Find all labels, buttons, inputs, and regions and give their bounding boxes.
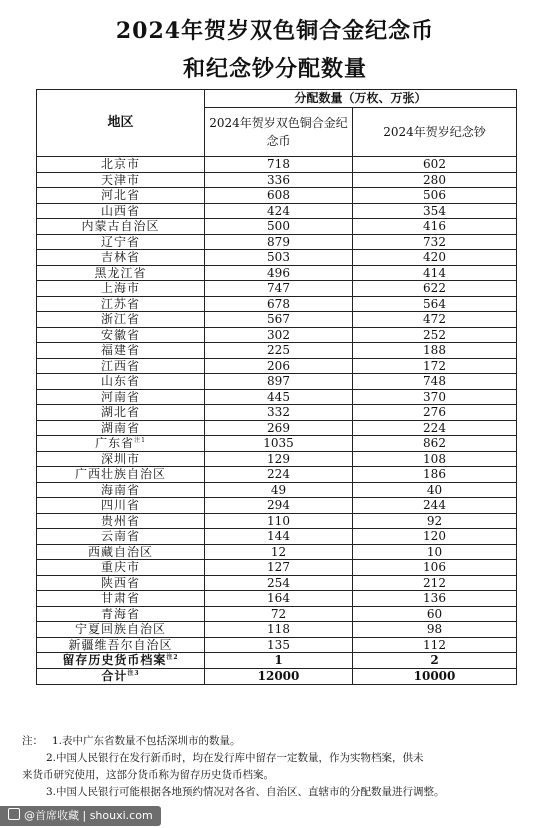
banknote-count-cell: 136 (353, 591, 517, 607)
region-name: 山东省 (100, 374, 140, 388)
region-name: 黑龙江省 (94, 265, 147, 280)
table-row (37, 250, 517, 266)
region-name: 甘肃省 (100, 591, 140, 605)
region-cell (37, 343, 205, 359)
region-name: 天津市 (100, 172, 140, 187)
region-name: 合计 (101, 668, 128, 683)
region-cell (37, 606, 205, 622)
note-1 (22, 733, 522, 750)
coin-count-cell: 49 (205, 482, 353, 498)
archive-row (37, 653, 517, 669)
table-body (37, 157, 517, 685)
region-cell (37, 513, 205, 529)
region-name: 河北省 (100, 188, 140, 202)
coin-count-cell: 424 (205, 203, 353, 219)
banknote-count-cell: 120 (353, 529, 517, 545)
table-row (37, 358, 517, 374)
table-row (37, 436, 517, 452)
banknote-count-cell: 244 (353, 498, 517, 514)
coin-count-cell: 269 (205, 420, 353, 436)
coin-count-cell: 302 (205, 327, 353, 343)
coin-count-cell: 72 (205, 606, 353, 622)
table-row (37, 451, 517, 467)
region-cell (37, 296, 205, 312)
banknote-count-cell: 420 (353, 250, 517, 266)
table-row (37, 281, 517, 297)
coin-count-cell: 1035 (205, 436, 353, 452)
region-name: 西藏自治区 (87, 544, 153, 559)
banknote-count-cell: 732 (353, 234, 517, 250)
coin-count-cell: 496 (205, 265, 353, 281)
coin-count-cell: 135 (205, 637, 353, 653)
banknote-count-cell: 862 (353, 436, 517, 452)
region-cell (37, 482, 205, 498)
banknote-count-cell: 748 (353, 374, 517, 390)
banknote-count-cell: 106 (353, 560, 517, 576)
coin-count-cell: 445 (205, 389, 353, 405)
region-name: 海南省 (100, 482, 140, 497)
table-row (37, 467, 517, 483)
note-1-text: 1.表中广东省数量不包括深圳市的数量。 (52, 735, 241, 747)
coin-count-cell: 12000 (205, 668, 353, 684)
banknote-count-cell: 354 (353, 203, 517, 219)
coin-count-cell: 254 (205, 575, 353, 591)
footnotes (22, 733, 522, 801)
region-cell (37, 420, 205, 436)
table-row (37, 172, 517, 188)
table-row (37, 529, 517, 545)
region-cell (37, 219, 205, 235)
banknote-count-cell: 280 (353, 172, 517, 188)
banknote-count-cell: 564 (353, 296, 517, 312)
table-row (37, 188, 517, 204)
coin-count-cell: 118 (205, 622, 353, 638)
region-name: 宁夏回族自治区 (74, 622, 166, 636)
banknote-count-cell: 10 (353, 544, 517, 560)
region-name: 山西省 (100, 203, 140, 218)
table-row (37, 296, 517, 312)
region-cell (37, 281, 205, 297)
region-name: 重庆市 (100, 560, 140, 574)
region-name: 广东省 (95, 436, 135, 450)
region-name: 湖北省 (100, 405, 140, 419)
table-row (37, 575, 517, 591)
region-cell (37, 265, 205, 281)
region-cell (37, 157, 205, 173)
banknote-count-cell: 92 (353, 513, 517, 529)
banknote-count-cell: 186 (353, 467, 517, 483)
table-row (37, 312, 517, 328)
banknote-count-cell: 2 (353, 653, 517, 669)
table-row (37, 219, 517, 235)
region-cell (37, 668, 205, 684)
region-cell (37, 327, 205, 343)
banknote-count-cell: 212 (353, 575, 517, 591)
coin-count-cell: 12 (205, 544, 353, 560)
coin-count-cell: 110 (205, 513, 353, 529)
footnote-marker: 注3 (127, 669, 140, 677)
coin-count-cell: 336 (205, 172, 353, 188)
coin-count-cell: 332 (205, 405, 353, 421)
footnote-marker: 注1 (134, 437, 146, 444)
region-name: 浙江省 (100, 312, 140, 326)
banknote-count-cell: 224 (353, 420, 517, 436)
coin-count-cell: 206 (205, 358, 353, 374)
region-cell (37, 591, 205, 607)
coin-column-header: 2024年贺岁双色铜合金纪念币 (205, 108, 353, 157)
region-name: 福建省 (100, 343, 140, 357)
table-row (37, 374, 517, 390)
banknote-count-cell: 40 (353, 482, 517, 498)
region-cell (37, 637, 205, 653)
region-cell (37, 172, 205, 188)
banknote-count-cell: 188 (353, 343, 517, 359)
region-name: 河南省 (100, 389, 140, 404)
region-name: 新疆维吾尔自治区 (68, 637, 173, 652)
banknote-count-cell: 10000 (353, 668, 517, 684)
coin-count-cell: 503 (205, 250, 353, 266)
table-row (37, 544, 517, 560)
banknote-count-cell: 60 (353, 606, 517, 622)
table-row (37, 513, 517, 529)
banknote-count-cell: 602 (353, 157, 517, 173)
region-name: 内蒙古自治区 (81, 219, 160, 233)
coin-count-cell: 897 (205, 374, 353, 390)
region-name: 湖南省 (100, 420, 140, 435)
banknote-count-cell: 276 (353, 405, 517, 421)
coin-count-cell: 224 (205, 467, 353, 483)
region-cell (37, 560, 205, 576)
region-name: 四川省 (100, 498, 140, 512)
banknote-count-cell: 112 (353, 637, 517, 653)
region-name: 云南省 (100, 529, 140, 543)
notes-prefix: 注： (22, 735, 43, 747)
region-name: 江苏省 (100, 296, 140, 311)
region-cell (37, 312, 205, 328)
region-cell (37, 529, 205, 545)
region-name: 安徽省 (100, 327, 140, 342)
region-cell (37, 436, 205, 452)
banknote-count-cell: 622 (353, 281, 517, 297)
banknote-column-header: 2024年贺岁纪念钞 (353, 108, 517, 157)
table-row (37, 560, 517, 576)
region-name: 北京市 (100, 157, 140, 171)
region-name: 辽宁省 (100, 234, 140, 249)
table-row (37, 482, 517, 498)
region-cell (37, 358, 205, 374)
region-cell (37, 374, 205, 390)
region-header: 地区 (37, 90, 205, 157)
coin-count-cell: 1 (205, 653, 353, 669)
table-row (37, 622, 517, 638)
table-row (37, 265, 517, 281)
region-name: 上海市 (100, 281, 140, 295)
title-line-1: 2024年贺岁双色铜合金纪念币 (115, 18, 435, 44)
region-cell (37, 203, 205, 219)
table-row (37, 405, 517, 421)
footnote-marker: 注2 (166, 654, 179, 661)
coin-count-cell: 144 (205, 529, 353, 545)
region-name: 青海省 (100, 606, 140, 621)
coin-count-cell: 747 (205, 281, 353, 297)
region-cell (37, 467, 205, 483)
allocation-table (36, 89, 517, 685)
region-cell (37, 575, 205, 591)
total-row (37, 668, 517, 684)
coin-count-cell: 129 (205, 451, 353, 467)
coin-count-cell: 500 (205, 219, 353, 235)
table-row (37, 343, 517, 359)
banknote-count-cell: 506 (353, 188, 517, 204)
region-cell (37, 405, 205, 421)
table-row (37, 157, 517, 173)
region-cell (37, 389, 205, 405)
coin-count-cell: 678 (205, 296, 353, 312)
region-cell (37, 188, 205, 204)
region-cell (37, 451, 205, 467)
region-name: 留存历史货币档案 (62, 653, 167, 667)
coin-count-cell: 164 (205, 591, 353, 607)
allocation-group-header: 分配数量（万枚、万张） (205, 90, 517, 108)
table-row (37, 637, 517, 653)
note-3: 3.中国人民银行可能根据各地预约情况对各省、自治区、直辖市的分配数量进行调整。 (46, 786, 445, 798)
coin-count-cell: 718 (205, 157, 353, 173)
region-cell (37, 234, 205, 250)
banknote-count-cell: 108 (353, 451, 517, 467)
region-name: 吉林省 (100, 250, 140, 264)
watermark-icon (8, 808, 20, 820)
table-row (37, 591, 517, 607)
coin-count-cell: 127 (205, 560, 353, 576)
coin-count-cell: 294 (205, 498, 353, 514)
table-row (37, 234, 517, 250)
coin-count-cell: 608 (205, 188, 353, 204)
region-cell (37, 250, 205, 266)
region-name: 贵州省 (100, 513, 140, 528)
region-cell (37, 653, 205, 669)
table-row (37, 203, 517, 219)
banknote-count-cell: 472 (353, 312, 517, 328)
table-row (37, 327, 517, 343)
banknote-count-cell: 370 (353, 389, 517, 405)
banknote-count-cell: 172 (353, 358, 517, 374)
region-cell (37, 622, 205, 638)
region-cell (37, 498, 205, 514)
banknote-count-cell: 252 (353, 327, 517, 343)
table-row (37, 606, 517, 622)
coin-count-cell: 879 (205, 234, 353, 250)
coin-count-cell: 567 (205, 312, 353, 328)
watermark (0, 806, 161, 826)
region-name: 深圳市 (100, 451, 140, 466)
note-2-line-2: 来货币研究使用，这部分货币称为留存历史货币档案。 (22, 769, 274, 781)
note-2-line-1: 2.中国人民银行在发行新币时，均在发行库中留存一定数量，作为实物档案，供未 (46, 752, 424, 764)
table-row (37, 420, 517, 436)
banknote-count-cell: 416 (353, 219, 517, 235)
region-cell (37, 544, 205, 560)
region-name: 陕西省 (100, 575, 140, 590)
region-name: 广西壮族自治区 (74, 467, 166, 481)
region-name: 江西省 (100, 358, 140, 373)
table-row (37, 498, 517, 514)
table-row (37, 389, 517, 405)
title-line-2: 和纪念钞分配数量 (182, 56, 367, 82)
coin-count-cell: 225 (205, 343, 353, 359)
banknote-count-cell: 414 (353, 265, 517, 281)
watermark-text: @首席收藏 | shouxi.com (24, 809, 153, 822)
banknote-count-cell: 98 (353, 622, 517, 638)
